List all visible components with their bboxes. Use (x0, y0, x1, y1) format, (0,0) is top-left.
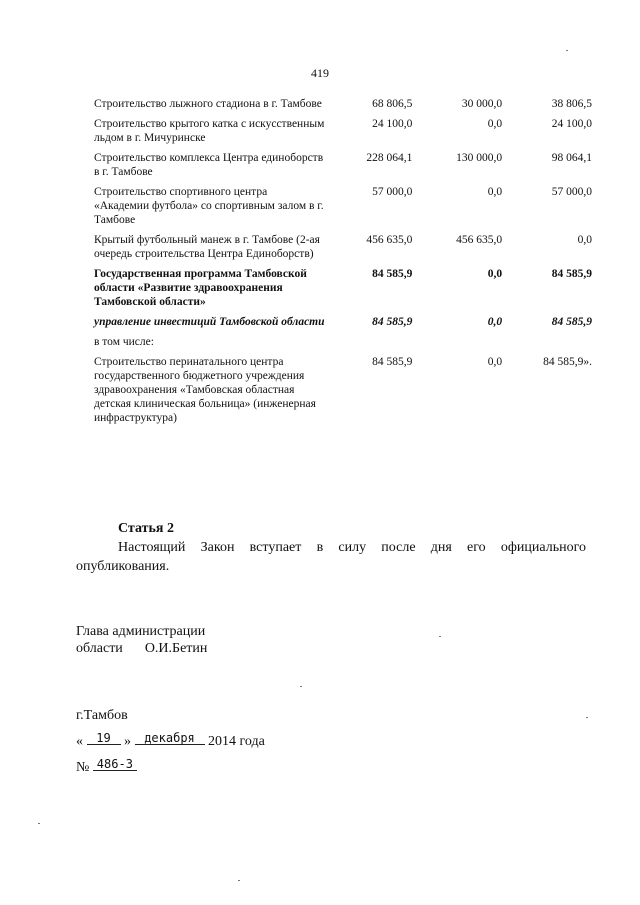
row-federal: 0,0 (487, 118, 503, 130)
table-row (94, 97, 592, 117)
row-name: Крытый футбольный манеж в г. Тамбове (2-ая очередь строительства Центра Единоборств) (94, 234, 320, 260)
table-row (94, 267, 592, 315)
table-row (94, 335, 592, 355)
row-regional: 57 000,0 (551, 186, 592, 198)
scan-speck (300, 686, 302, 687)
row-name: Строительство крытого катка с искусственным льдом в г. Мичуринске (94, 118, 325, 144)
page-number: 419 (311, 66, 329, 80)
table-row (94, 233, 592, 267)
table-row (94, 315, 592, 335)
number-line (76, 758, 265, 778)
signer-position-line1: Глава администрации (76, 624, 206, 639)
row-federal: 456 635,0 (456, 234, 503, 246)
number-sign: № (76, 760, 90, 775)
row-regional: 84 585,9». (543, 356, 592, 368)
date-close-quote: » (124, 734, 131, 749)
row-total (331, 335, 413, 355)
row-regional: 84 585,9 (551, 316, 592, 328)
row-federal (412, 335, 502, 355)
scan-speck (38, 823, 40, 824)
row-total: 456 635,0 (366, 234, 413, 246)
row-total: 84 585,9 (372, 316, 413, 328)
row-regional: 98 064,1 (551, 152, 592, 164)
scan-speck (586, 717, 588, 718)
date-line (76, 732, 265, 752)
row-name: Строительство комплекса Центра единоборств в г. Тамбове (94, 152, 324, 178)
row-name: Строительство перинатального центра государственного бюджетного учреждения здравоохранения «Тамбовская областная детская клиническая больница» (инженерная инфраструктура) (94, 356, 316, 424)
row-name: управление инвестиций Тамбовской области (94, 316, 325, 328)
row-name: Государственная программа Тамбовской области «Развитие здравоохранения Тамбовской области» (94, 268, 307, 308)
handwritten-day: 19 (87, 732, 121, 745)
signer-position-line2-row (76, 640, 207, 657)
place-date-block (76, 706, 265, 784)
article-title: Статья 2 (118, 521, 174, 536)
signer-position-line2: области (76, 641, 123, 656)
row-regional: 24 100,0 (551, 118, 592, 130)
row-regional: 84 585,9 (551, 268, 592, 280)
row-federal: 0,0 (487, 316, 503, 328)
row-name: Строительство спортивного центра «Академии футбола» со спортивным залом в г. Тамбове (94, 186, 324, 226)
row-federal: 0,0 (487, 356, 503, 368)
row-regional (502, 335, 592, 355)
handwritten-number: 486-З (93, 758, 137, 771)
row-federal: 0,0 (487, 268, 503, 280)
city: г.Тамбов (76, 708, 128, 723)
row-total: 84 585,9 (372, 268, 413, 280)
scan-speck (566, 50, 568, 51)
row-regional: 38 806,5 (551, 98, 592, 110)
signature-block (76, 623, 207, 657)
table-row (94, 117, 592, 151)
table-row (94, 355, 592, 431)
row-regional: 0,0 (577, 234, 592, 246)
row-total: 84 585,9 (372, 356, 413, 368)
row-total: 57 000,0 (372, 186, 413, 198)
table-row (94, 151, 592, 185)
signer-name: О.И.Бетин (144, 641, 208, 656)
budget-table (94, 97, 592, 431)
row-federal: 130 000,0 (456, 152, 503, 164)
year-text: 2014 года (208, 734, 265, 749)
row-total: 228 064,1 (366, 152, 413, 164)
row-federal: 30 000,0 (461, 98, 503, 110)
scan-speck (238, 880, 240, 881)
row-federal: 0,0 (487, 186, 503, 198)
row-total: 24 100,0 (372, 118, 413, 130)
date-open-quote: « (76, 734, 83, 749)
row-name: Строительство лыжного стадиона в г. Тамбове (94, 98, 322, 110)
handwritten-month: декабря (135, 732, 205, 745)
scan-speck (439, 636, 441, 637)
table-body (94, 97, 592, 431)
table-row (94, 185, 592, 233)
row-name: в том числе: (94, 336, 154, 348)
row-total: 68 806,5 (372, 98, 413, 110)
article-text: Настоящий Закон вступает в силу после дня его официального опубликования. (76, 540, 586, 574)
